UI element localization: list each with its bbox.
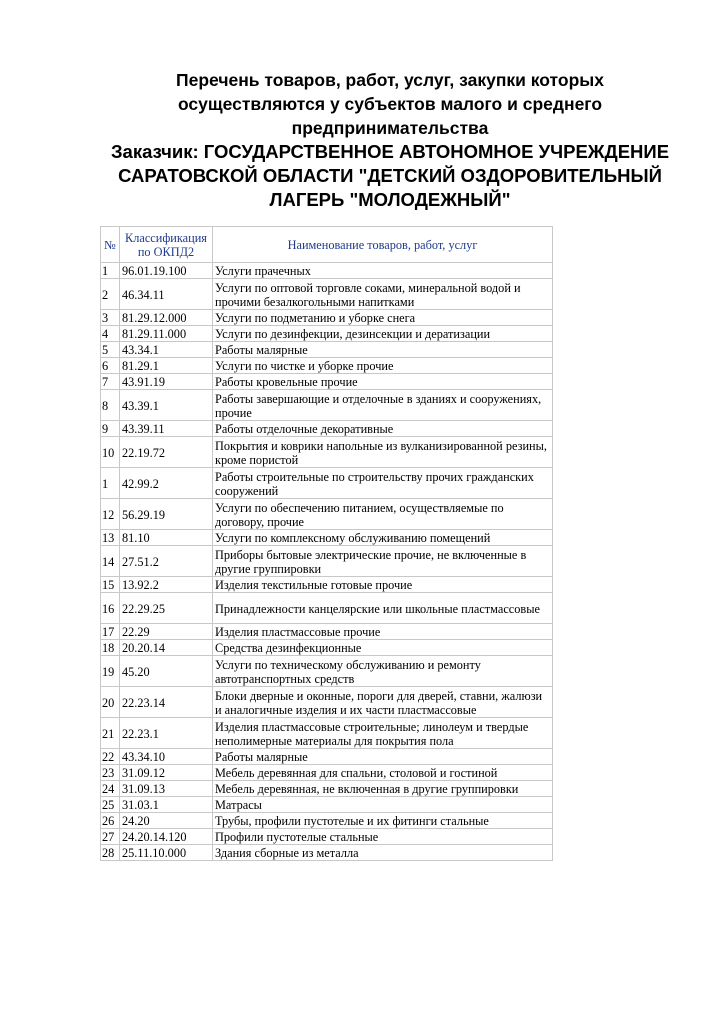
- table-row: [101, 546, 553, 577]
- table-row: [101, 829, 553, 845]
- row-okpd2-code: 56.29.19: [120, 499, 213, 530]
- row-number: 9: [101, 421, 120, 437]
- row-item-name: Услуги по подметанию и уборке снега: [213, 310, 553, 326]
- row-number: 2: [101, 279, 120, 310]
- row-item-name: Матрасы: [213, 797, 553, 813]
- row-number: 20: [101, 687, 120, 718]
- row-okpd2-code: 20.20.14: [120, 640, 213, 656]
- row-okpd2-code: 81.29.1: [120, 358, 213, 374]
- header-number: №: [101, 227, 120, 263]
- table-row: [101, 499, 553, 530]
- title-line-3: предпринимательства: [291, 118, 489, 138]
- row-okpd2-code: 22.23.14: [120, 687, 213, 718]
- row-number: 8: [101, 390, 120, 421]
- customer-line-2: САРАТОВСКОЙ ОБЛАСТИ "ДЕТСКИЙ ОЗДОРОВИТЕЛЬНЫЙ: [118, 165, 662, 186]
- customer-line-3: ЛАГЕРЬ "МОЛОДЕЖНЫЙ": [269, 189, 511, 210]
- customer-line-1: Заказчик: ГОСУДАРСТВЕННОЕ АВТОНОМНОЕ УЧРЕЖДЕНИЕ: [110, 141, 670, 162]
- row-okpd2-code: 46.34.11: [120, 279, 213, 310]
- row-number: 16: [101, 593, 120, 624]
- table-row: [101, 845, 553, 861]
- row-item-name: Работы отделочные декоративные: [213, 421, 553, 437]
- row-okpd2-code: 22.19.72: [120, 437, 213, 468]
- row-number: 12: [101, 499, 120, 530]
- items-table: [100, 226, 553, 861]
- table-row: [101, 279, 553, 310]
- row-number: 4: [101, 326, 120, 342]
- row-okpd2-code: 81.29.11.000: [120, 326, 213, 342]
- row-number: 26: [101, 813, 120, 829]
- table-row: [101, 390, 553, 421]
- row-okpd2-code: 43.34.10: [120, 749, 213, 765]
- table-row: [101, 326, 553, 342]
- row-okpd2-code: 43.39.11: [120, 421, 213, 437]
- row-number: 7: [101, 374, 120, 390]
- table-row: [101, 593, 553, 624]
- row-item-name: Услуги по дезинфекции, дезинсекции и дератизации: [213, 326, 553, 342]
- row-okpd2-code: 31.03.1: [120, 797, 213, 813]
- table-row: [101, 765, 553, 781]
- row-item-name: Работы завершающие и отделочные в зданиях и сооружениях, прочие: [213, 390, 553, 421]
- table-row: [101, 718, 553, 749]
- row-okpd2-code: 96.01.19.100: [120, 263, 213, 279]
- row-okpd2-code: 24.20: [120, 813, 213, 829]
- row-item-name: Изделия пластмассовые строительные; линолеум и твердые неполимерные материалы для покрытия пола: [213, 718, 553, 749]
- row-item-name: Блоки дверные и оконные, пороги для дверей, ставни, жалюзи и аналогичные изделия и их части пластмассовые: [213, 687, 553, 718]
- row-item-name: Профили пустотелые стальные: [213, 829, 553, 845]
- row-number: 23: [101, 765, 120, 781]
- row-number: 13: [101, 530, 120, 546]
- row-okpd2-code: 27.51.2: [120, 546, 213, 577]
- row-okpd2-code: 43.91.19: [120, 374, 213, 390]
- row-okpd2-code: 45.20: [120, 656, 213, 687]
- title-line-2: осуществляются у субъектов малого и среднего: [177, 94, 603, 114]
- row-number: 5: [101, 342, 120, 358]
- table-row: [101, 358, 553, 374]
- row-number: 14: [101, 546, 120, 577]
- row-item-name: Средства дезинфекционные: [213, 640, 553, 656]
- row-item-name: Услуги по комплексному обслуживанию помещений: [213, 530, 553, 546]
- row-number: 15: [101, 577, 120, 593]
- row-item-name: Изделия текстильные готовые прочие: [213, 577, 553, 593]
- row-okpd2-code: 31.09.13: [120, 781, 213, 797]
- row-number: 1: [101, 468, 120, 499]
- table-row: [101, 437, 553, 468]
- table-header-row: [101, 227, 553, 263]
- row-number: 24: [101, 781, 120, 797]
- row-number: 1: [101, 263, 120, 279]
- row-item-name: Услуги по техническому обслуживанию и ремонту автотранспортных средств: [213, 656, 553, 687]
- row-item-name: Мебель деревянная, не включенная в другие группировки: [213, 781, 553, 797]
- row-item-name: Трубы, профили пустотелые и их фитинги стальные: [213, 813, 553, 829]
- row-okpd2-code: 31.09.12: [120, 765, 213, 781]
- table-row: [101, 421, 553, 437]
- row-item-name: Услуги по оптовой торговле соками, минеральной водой и прочими безалкогольными напитками: [213, 279, 553, 310]
- row-item-name: Работы малярные: [213, 342, 553, 358]
- table-row: [101, 640, 553, 656]
- table-row: [101, 687, 553, 718]
- table-row: [101, 374, 553, 390]
- row-number: 19: [101, 656, 120, 687]
- row-number: 3: [101, 310, 120, 326]
- row-number: 10: [101, 437, 120, 468]
- row-item-name: Изделия пластмассовые прочие: [213, 624, 553, 640]
- table-row: [101, 342, 553, 358]
- row-number: 27: [101, 829, 120, 845]
- row-okpd2-code: 22.23.1: [120, 718, 213, 749]
- row-item-name: Здания сборные из металла: [213, 845, 553, 861]
- row-number: 25: [101, 797, 120, 813]
- row-okpd2-code: 43.39.1: [120, 390, 213, 421]
- table-row: [101, 468, 553, 499]
- row-item-name: Работы кровельные прочие: [213, 374, 553, 390]
- row-item-name: Услуги по обеспечению питанием, осуществляемые по договору, прочие: [213, 499, 553, 530]
- row-okpd2-code: 43.34.1: [120, 342, 213, 358]
- row-number: 17: [101, 624, 120, 640]
- row-item-name: Мебель деревянная для спальни, столовой и гостиной: [213, 765, 553, 781]
- header-item-name: Наименование товаров, работ, услуг: [213, 227, 553, 263]
- row-okpd2-code: 22.29.25: [120, 593, 213, 624]
- table-row: [101, 577, 553, 593]
- row-number: 28: [101, 845, 120, 861]
- table-row: [101, 263, 553, 279]
- table-row: [101, 310, 553, 326]
- row-okpd2-code: 25.11.10.000: [120, 845, 213, 861]
- row-okpd2-code: 22.29: [120, 624, 213, 640]
- table-row: [101, 813, 553, 829]
- row-item-name: Услуги по чистке и уборке прочие: [213, 358, 553, 374]
- row-okpd2-code: 42.99.2: [120, 468, 213, 499]
- row-item-name: Работы малярные: [213, 749, 553, 765]
- table-row: [101, 624, 553, 640]
- table-row: [101, 749, 553, 765]
- row-item-name: Приборы бытовые электрические прочие, не включенные в другие группировки: [213, 546, 553, 577]
- row-okpd2-code: 24.20.14.120: [120, 829, 213, 845]
- row-okpd2-code: 13.92.2: [120, 577, 213, 593]
- row-item-name: Принадлежности канцелярские или школьные пластмассовые: [213, 593, 553, 624]
- row-okpd2-code: 81.10: [120, 530, 213, 546]
- row-okpd2-code: 81.29.12.000: [120, 310, 213, 326]
- header-okpd2-code: Классификация по ОКПД2: [120, 227, 213, 263]
- document-title: [60, 68, 720, 212]
- table-row: [101, 781, 553, 797]
- table-row: [101, 656, 553, 687]
- row-number: 21: [101, 718, 120, 749]
- row-number: 18: [101, 640, 120, 656]
- row-item-name: Покрытия и коврики напольные из вулканизированной резины, кроме пористой: [213, 437, 553, 468]
- title-line-1: Перечень товаров, работ, услуг, закупки которых: [176, 70, 604, 90]
- table-body: [101, 263, 553, 861]
- row-item-name: Услуги прачечных: [213, 263, 553, 279]
- row-number: 22: [101, 749, 120, 765]
- table-row: [101, 530, 553, 546]
- row-number: 6: [101, 358, 120, 374]
- table-row: [101, 797, 553, 813]
- row-item-name: Работы строительные по строительству прочих гражданских сооружений: [213, 468, 553, 499]
